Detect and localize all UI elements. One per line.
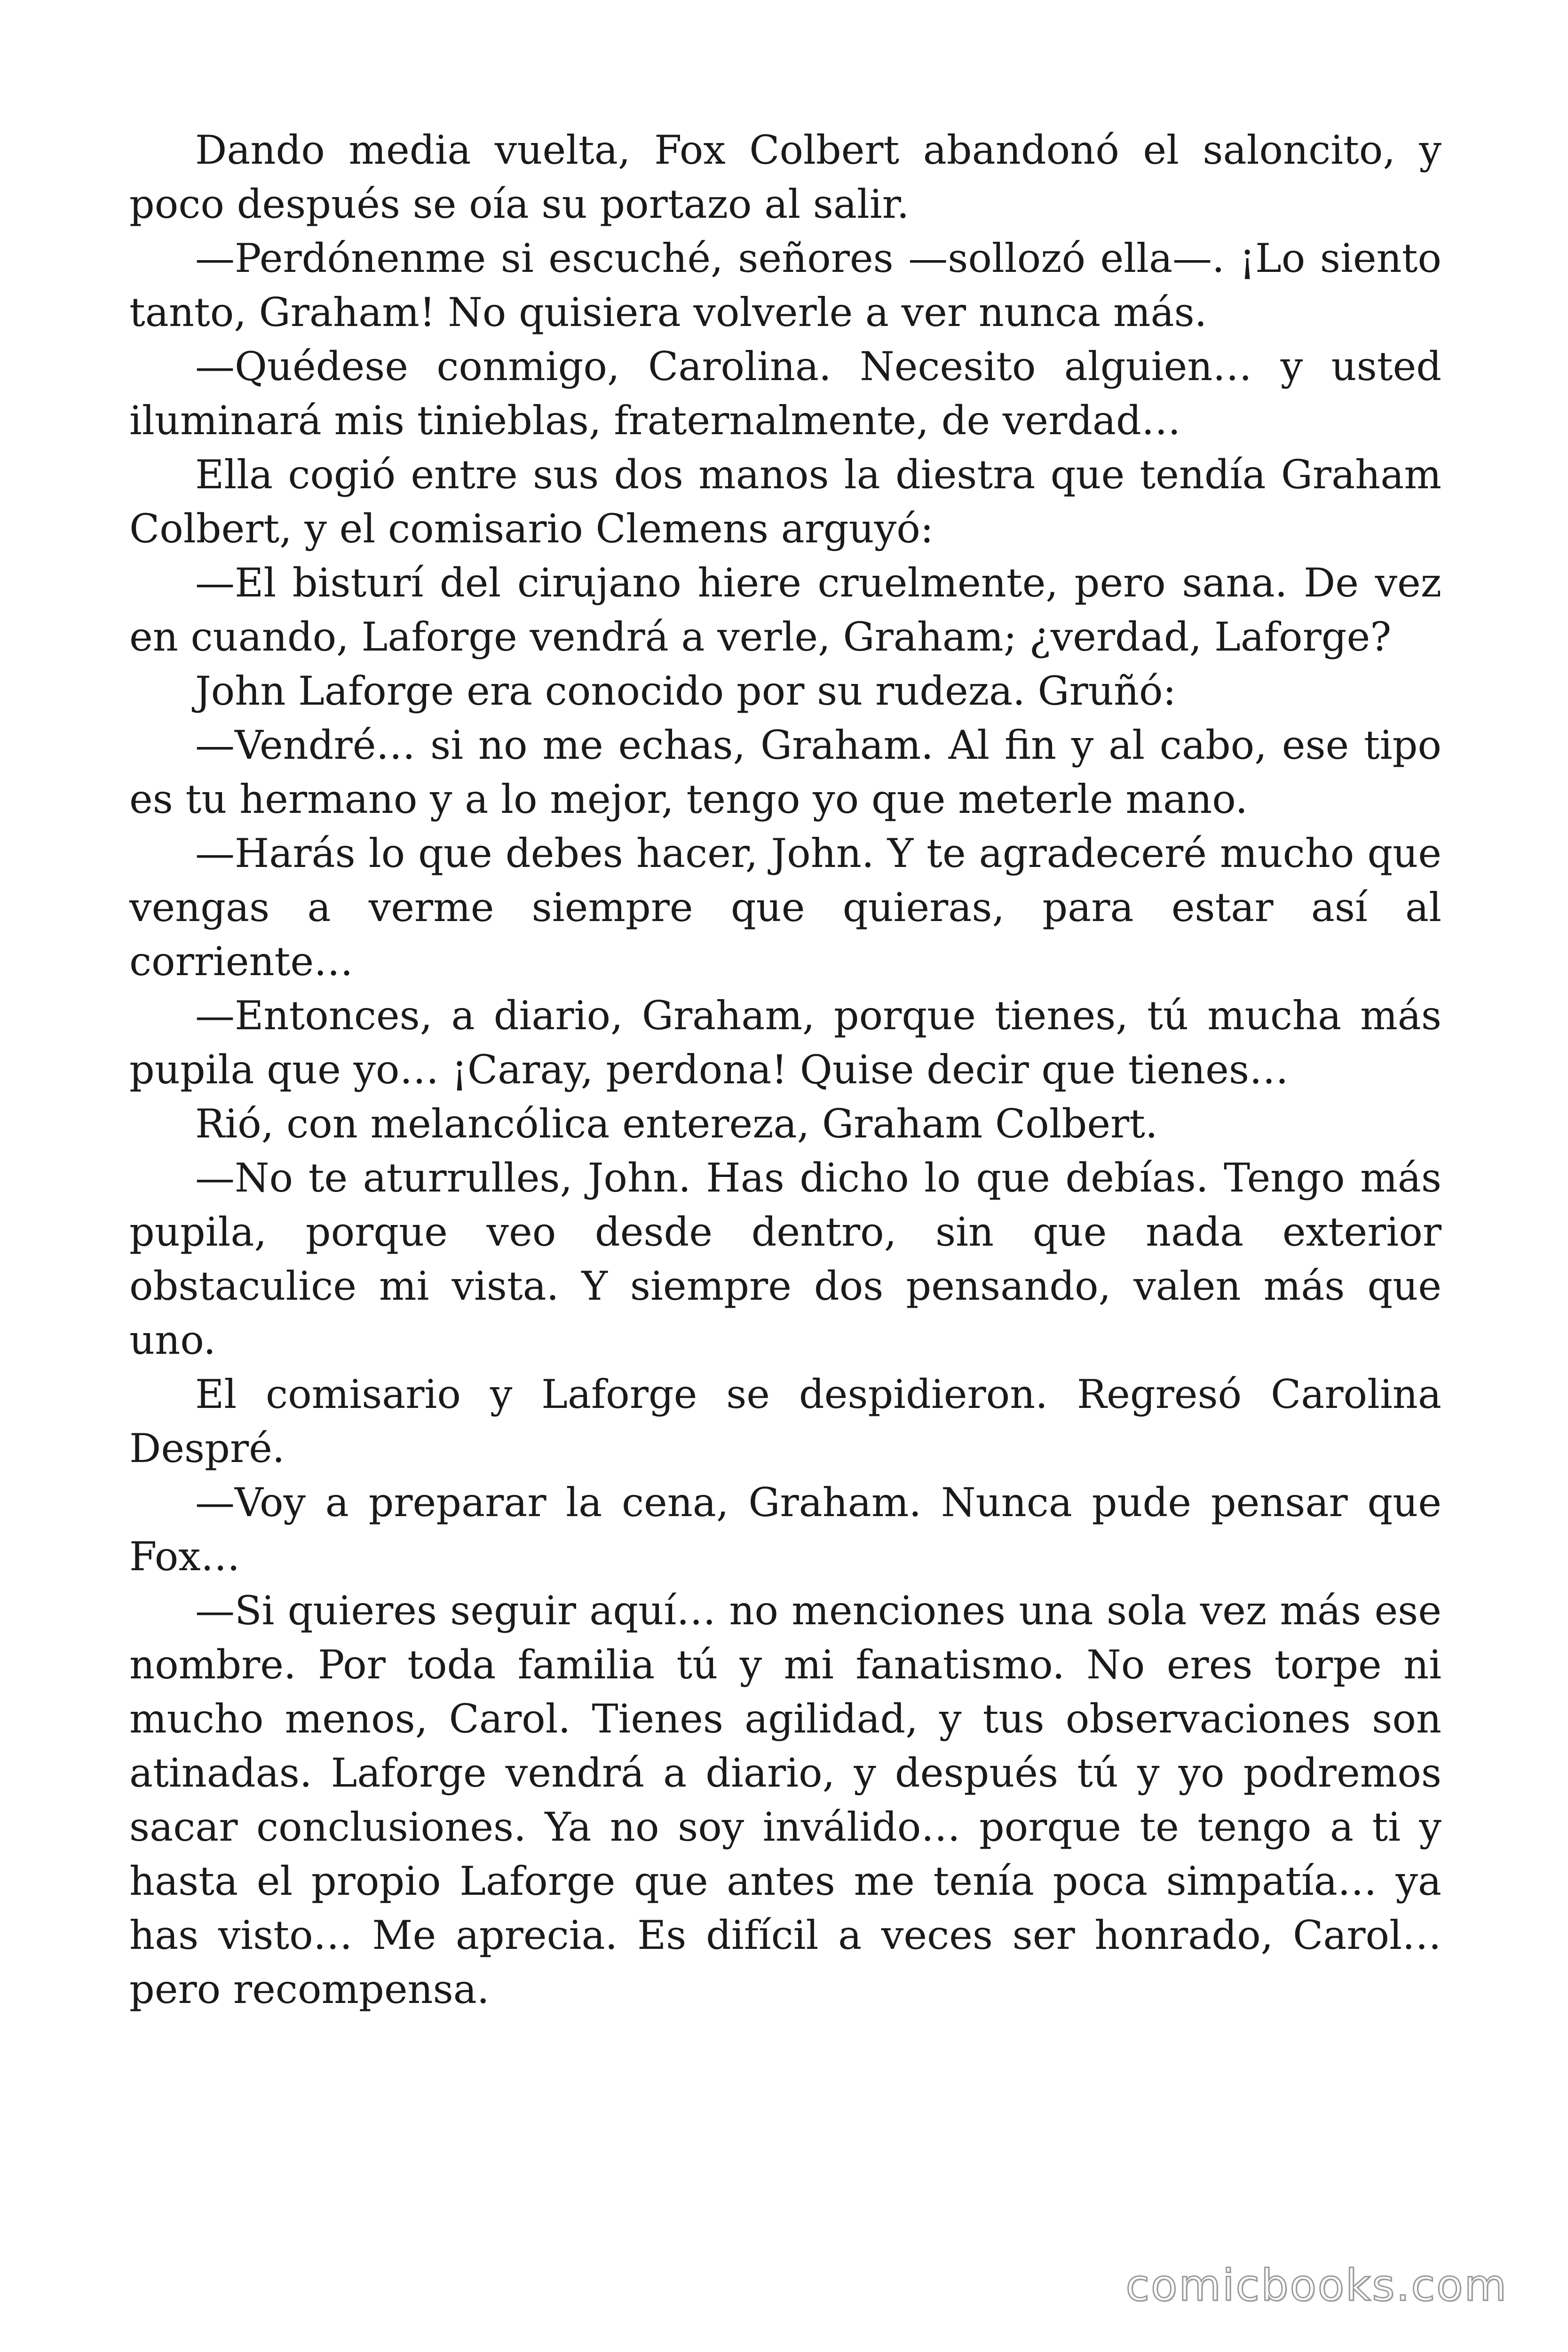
watermark: comicbooks.com	[1125, 2260, 1508, 2311]
paragraph: —Entonces, a diario, Graham, porque tienes, tú mucha más pupila que yo… ¡Caray, perdona! Quise decir que tienes…	[129, 993, 1441, 1093]
paragraph: —Si quieres seguir aquí… no menciones una sola vez más ese nombre. Por toda familia tú y mi fanatismo. No eres torpe ni mucho menos, Carol. Tienes agilidad, y tus observaciones son atinadas. Laforge vendrá a diario, y después tú y yo podremos sacar conclusiones. Ya no soy inválido… porque te tengo a ti y hasta el propio Laforge que antes me tenía poca simpatía… ya has visto… Me aprecia. Es difícil a veces ser honrado, Carol… pero recompensa.	[129, 1588, 1441, 2012]
paragraph: —Vendré… si no me echas, Graham. Al fin y al cabo, ese tipo es tu hermano y a lo mejor, tengo yo que meterle mano.	[129, 722, 1441, 822]
paragraph: Rió, con melancólica entereza, Graham Colbert.	[195, 1101, 1158, 1147]
paragraph: Ella cogió entre sus dos manos la diestra que tendía Graham Colbert, y el comisario Clemens arguyó:	[129, 452, 1441, 552]
paragraph: —Quédese conmigo, Carolina. Necesito alguien… y usted iluminará mis tinieblas, fraternalmente, de verdad…	[129, 343, 1441, 444]
paragraph: —No te aturrulles, John. Has dicho lo que debías. Tengo más pupila, porque veo desde dentro, sin que nada exterior obstaculice mi vista. Y siempre dos pensando, valen más que uno.	[129, 1155, 1441, 1363]
paragraph: El comisario y Laforge se despidieron. Regresó Carolina Despré.	[129, 1371, 1441, 1471]
paragraph: John Laforge era conocido por su rudeza. Gruñó:	[195, 668, 1176, 714]
paragraph: —Voy a preparar la cena, Graham. Nunca pude pensar que Fox…	[129, 1479, 1441, 1580]
page-body	[129, 123, 1441, 2017]
paragraph: —Perdónenme si escuché, señores —sollozó ella—. ¡Lo siento tanto, Graham! No quisiera volverle a ver nunca más.	[129, 235, 1441, 335]
paragraph: —El bisturí del cirujano hiere cruelmente, pero sana. De vez en cuando, Laforge vendrá a verle, Graham; ¿verdad, Laforge?	[129, 560, 1441, 660]
paragraph: Dando media vuelta, Fox Colbert abandonó el saloncito, y poco después se oía su portazo al salir.	[129, 127, 1441, 227]
paragraph: —Harás lo que debes hacer, John. Y te agradeceré mucho que vengas a verme siempre que quieras, para estar así al corriente…	[129, 830, 1441, 985]
